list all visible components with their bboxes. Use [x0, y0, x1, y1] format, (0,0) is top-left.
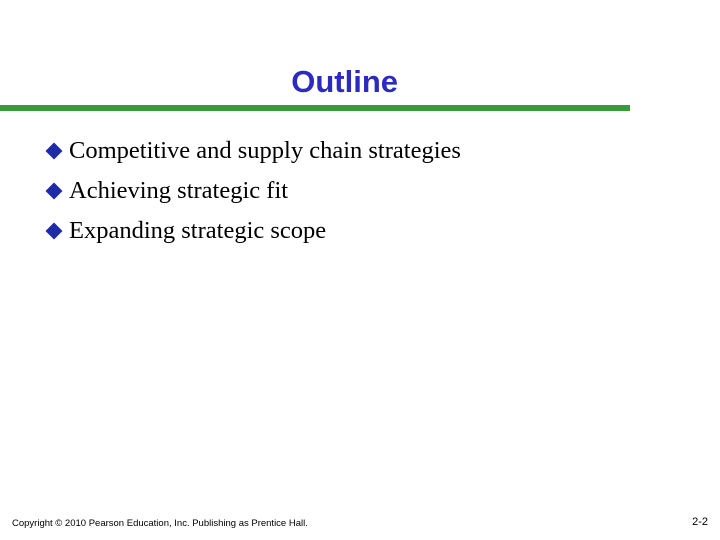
slide-title: [0, 62, 672, 102]
copyright-footer: Copyright © 2010 Pearson Education, Inc. Publishing as Prentice Hall.: [12, 518, 308, 529]
slide-title-text: Outline: [291, 64, 398, 99]
page-number: 2-2: [692, 516, 708, 528]
diamond-bullet-icon: [46, 183, 63, 200]
bullet-item: [44, 131, 461, 171]
bullet-text: Achieving strategic fit: [69, 177, 289, 204]
diamond-bullet-icon: [46, 143, 63, 160]
title-underline-rule: [0, 105, 630, 111]
bullet-item: [44, 171, 461, 211]
bullet-list: [44, 131, 461, 251]
diamond-bullet-icon: [46, 223, 63, 240]
bullet-text: Competitive and supply chain strategies: [69, 137, 461, 164]
bullet-text: Expanding strategic scope: [69, 217, 327, 244]
bullet-item: [44, 211, 461, 251]
